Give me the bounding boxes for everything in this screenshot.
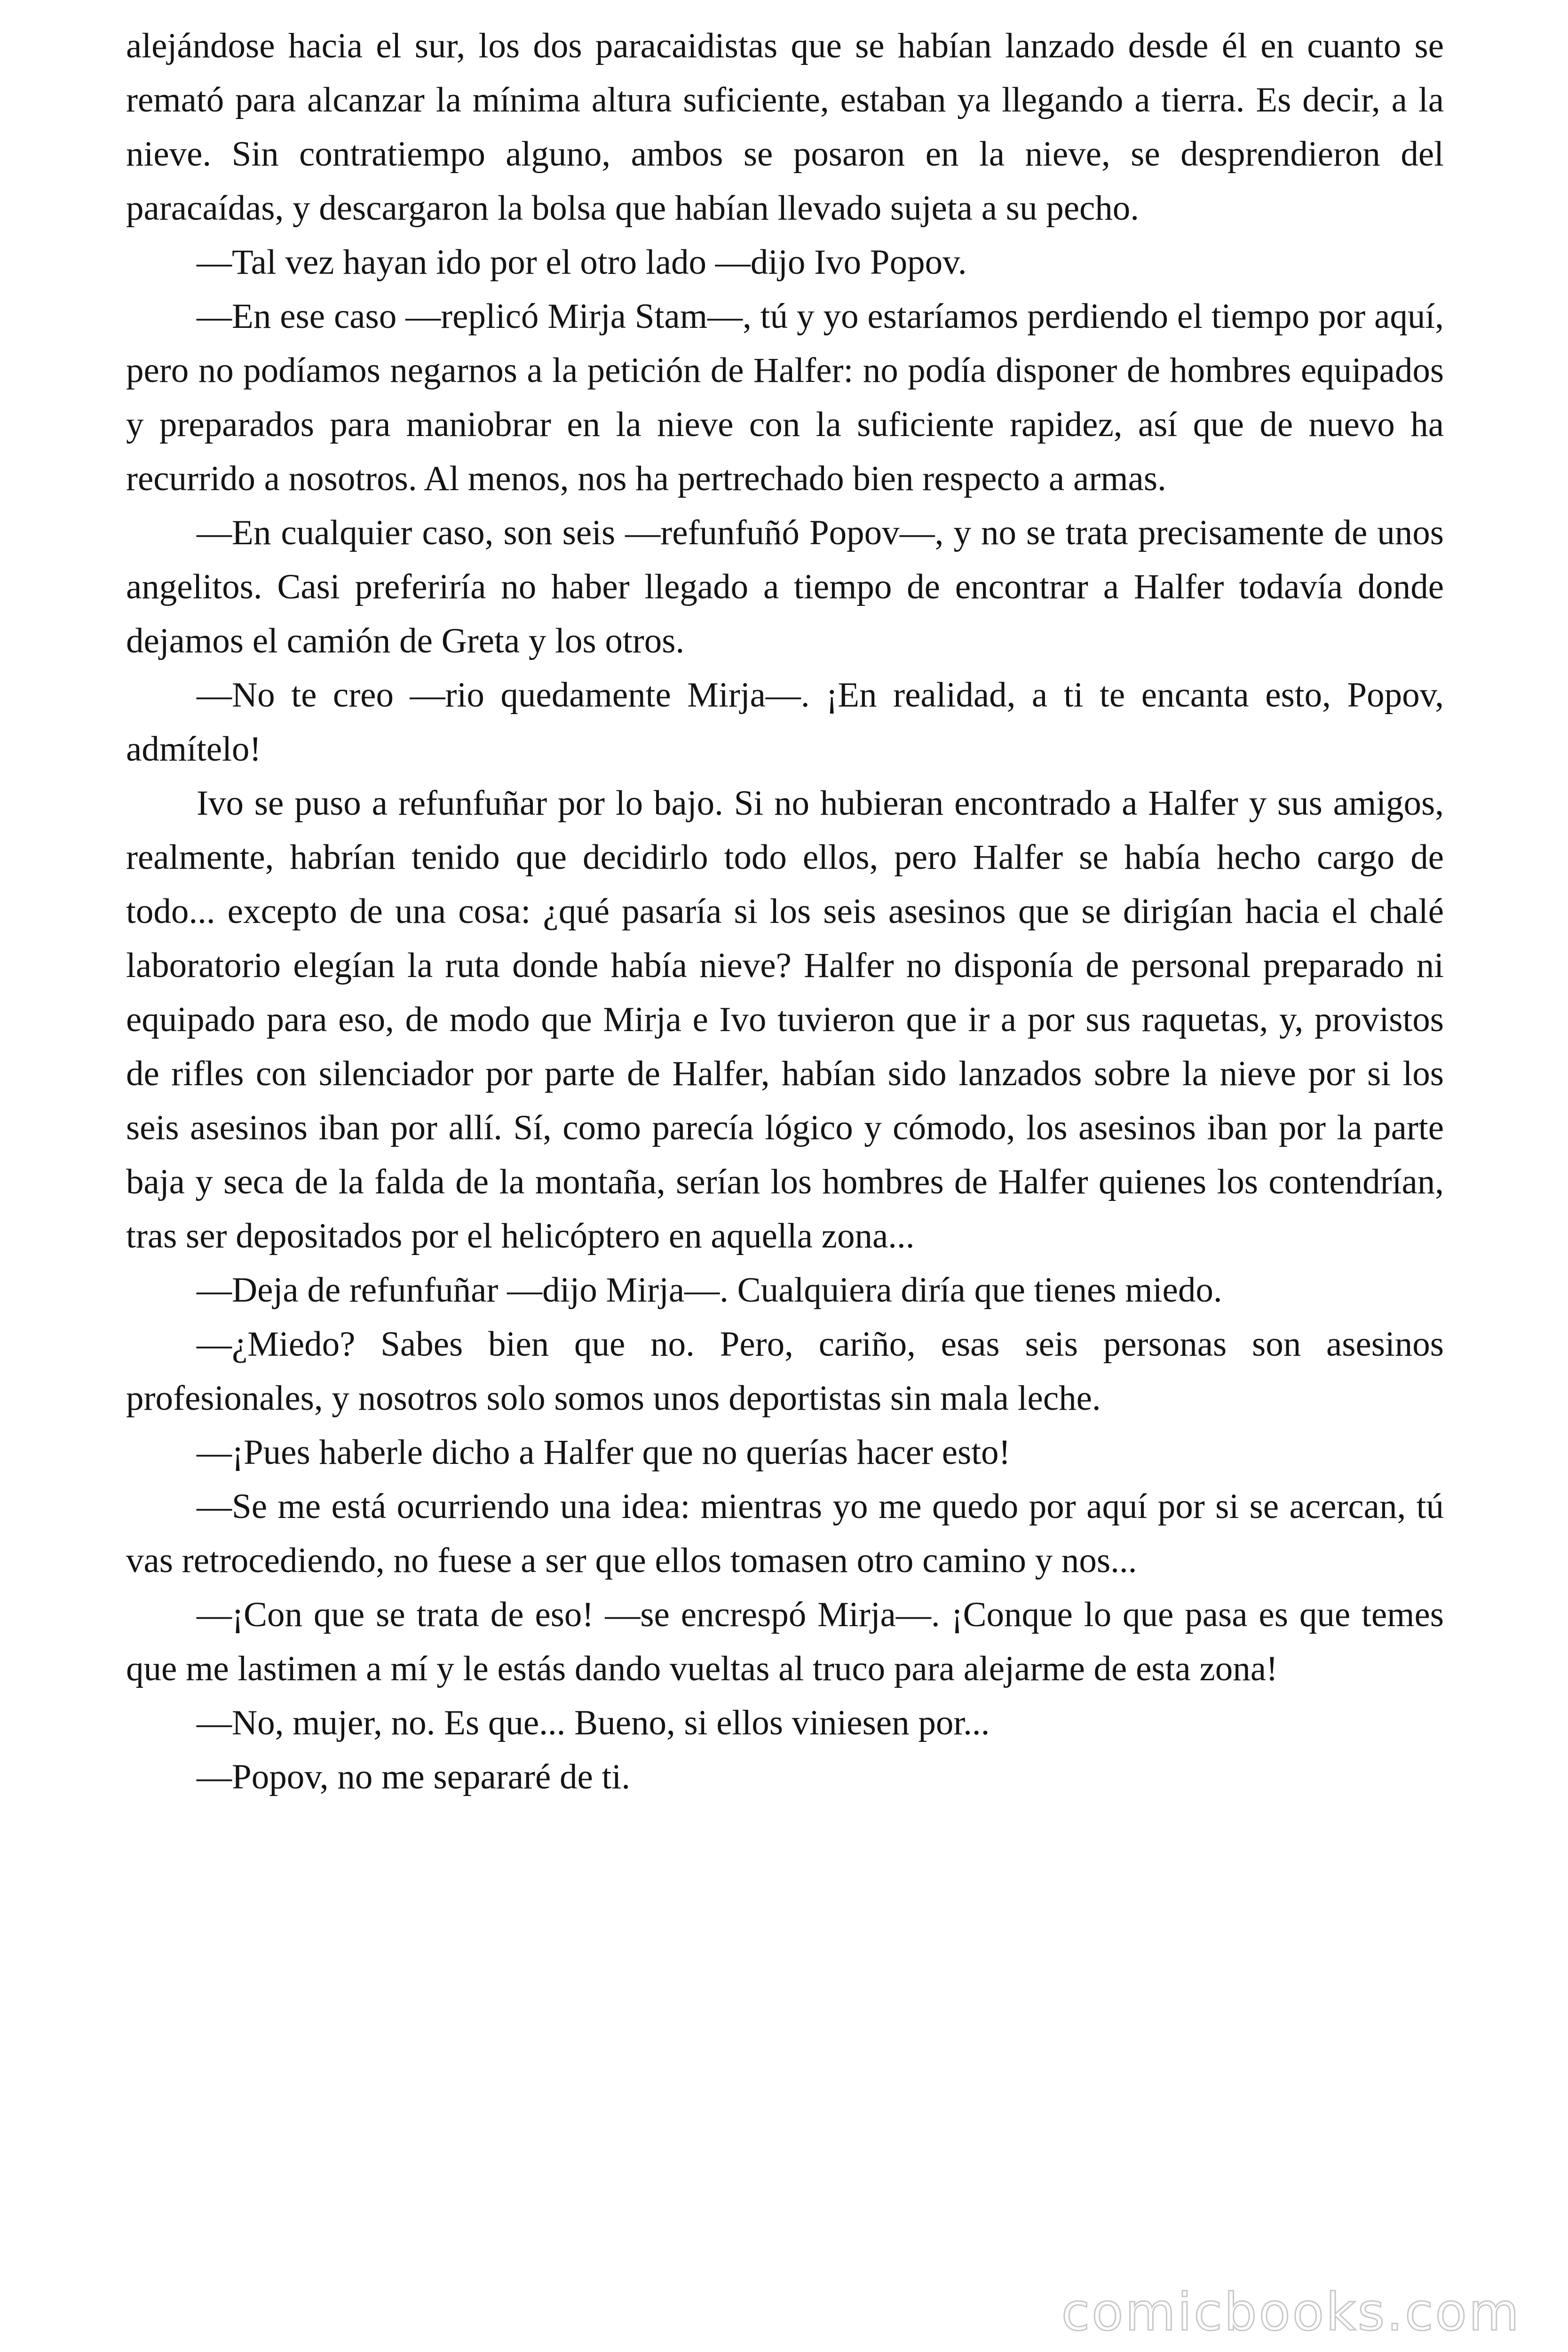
paragraph-9: —¡Pues haberle dicho a Halfer que no querías hacer esto! xyxy=(197,1433,1011,1472)
paragraph-1: alejándose hacia el sur, los dos paracaidistas que se habían lanzado desde él en cuanto se remató para alcanzar la mínima altura suficiente, estaban ya llegando a tierra. Es decir, a la nieve. Sin contratiempo alguno, ambos se posaron en la nieve, se desprendieron del paracaídas, y descargaron la bolsa que habían llevado sujeta a su pecho. xyxy=(126,26,1444,228)
paragraph-5: —No te creo —rio quedamente Mirja—. ¡En realidad, a ti te encanta esto, Popov, admítelo! xyxy=(126,675,1444,769)
paragraph-11: —¡Con que se trata de eso! —se encrespó Mirja—. ¡Conque lo que pasa es que temes que me lastimen a mí y le estás dando vueltas al truco para alejarme de esta zona! xyxy=(126,1595,1444,1688)
paragraph-4: —En cualquier caso, son seis —refunfuñó Popov—, y no se trata precisamente de unos angelitos. Casi preferiría no haber llegado a tiempo de encontrar a Halfer todavía donde dejamos el camión de Greta y los otros. xyxy=(126,513,1444,660)
paragraph-3: —En ese caso —replicó Mirja Stam—, tú y yo estaríamos perdiendo el tiempo por aquí, pero no podíamos negarnos a la petición de Halfer: no podía disponer de hombres equipados y preparados para maniobrar en la nieve con la suficiente rapidez, así que de nuevo ha recurrido a nosotros. Al menos, nos ha pertrechado bien respecto a armas. xyxy=(126,297,1444,498)
paragraph-13: —Popov, no me separaré de ti. xyxy=(197,1757,630,1796)
watermark: comicbooks.com xyxy=(1061,2282,1521,2342)
paragraph-6: Ivo se puso a refunfuñar por lo bajo. Si no hubieran encontrado a Halfer y sus amigos, realmente, habrían tenido que decidirlo todo ellos, pero Halfer se había hecho cargo de todo... excepto de una cosa: ¿qué pasaría si los seis asesinos que se dirigían hacia el chalé laboratorio elegían la ruta donde había nieve? Halfer no disponía de personal preparado ni equipado para eso, de modo que Mirja e Ivo tuvieron que ir a por sus raquetas, y, provistos de rifles con silenciador por parte de Halfer, habían sido lanzados sobre la nieve por si los seis asesinos iban por allí. Sí, como parecía lógico y cómodo, los asesinos iban por la parte baja y seca de la falda de la montaña, serían los hombres de Halfer quienes los contendrían, tras ser depositados por el helicóptero en aquella zona... xyxy=(126,784,1444,1255)
paragraph-8: —¿Miedo? Sabes bien que no. Pero, cariño, esas seis personas son asesinos profesionales, y nosotros solo somos unos deportistas sin mala leche. xyxy=(126,1325,1444,1418)
paragraph-7: —Deja de refunfuñar —dijo Mirja—. Cualquiera diría que tienes miedo. xyxy=(197,1271,1222,1310)
paragraph-10: —Se me está ocurriendo una idea: mientras yo me quedo por aquí por si se acercan, tú vas retrocediendo, no fuese a ser que ellos tomasen otro camino y nos... xyxy=(126,1487,1444,1580)
page-body xyxy=(126,19,1444,1804)
paragraph-12: —No, mujer, no. Es que... Bueno, si ellos viniesen por... xyxy=(197,1703,990,1742)
paragraph-2: —Tal vez hayan ido por el otro lado —dijo Ivo Popov. xyxy=(197,243,967,282)
